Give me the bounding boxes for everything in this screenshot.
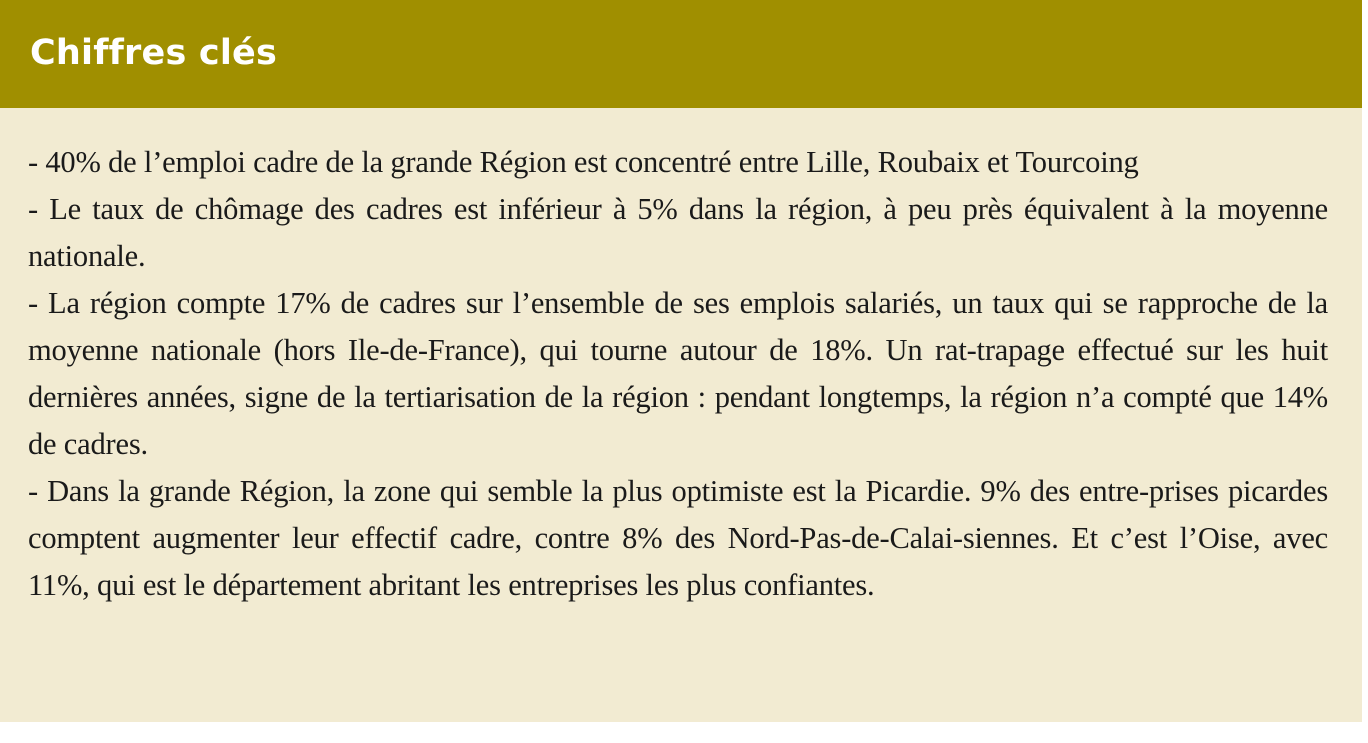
box-header: [0, 0, 1362, 108]
box-title: Chiffres clés: [30, 33, 277, 73]
box-content: [28, 139, 1328, 609]
key-figure-paragraph-executive-share: - La région compte 17% de cadres sur l’ensemble de ses emplois salariés, un taux qui se rapproche de la moyenne nationale (hors Ile-de-France), qui tourne autour de 18%. Un rat-trapage effectué sur les huit dernières années, signe de la tertiarisation de la région : pendant longtemps, la région n’a compté que 14% de cadres.: [28, 286, 1328, 461]
key-figure-paragraph-picardie: - Dans la grande Région, la zone qui semble la plus optimiste est la Picardie. 9% des entre-prises picardes comptent augmenter leur effectif cadre, contre 8% des Nord-Pas-de-Calai-siennes. Et c’est l’Oise, avec 11%, qui est le département abritant les entreprises les plus confiantes.: [28, 474, 1328, 602]
key-figure-paragraph-employment: - 40% de l’emploi cadre de la grande Région est concentré entre Lille, Roubaix et Tourcoing: [28, 145, 1139, 179]
key-figure-paragraph-unemployment: - Le taux de chômage des cadres est inférieur à 5% dans la région, à peu près équivalent à la moyenne nationale.: [28, 192, 1328, 273]
